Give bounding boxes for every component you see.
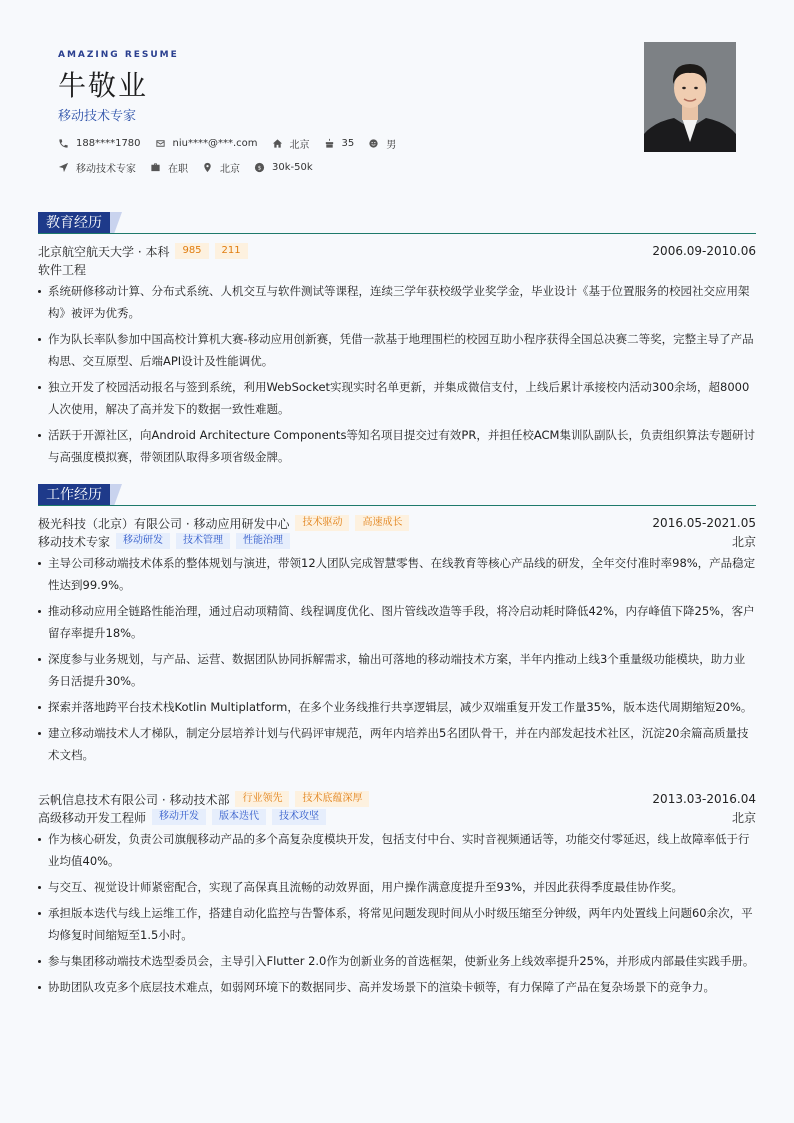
mail-icon xyxy=(155,138,166,149)
salary-text: 30k-50k xyxy=(272,162,313,173)
work-heading: 工作经历 xyxy=(38,484,110,506)
school-badge: 211 xyxy=(215,243,248,259)
status-item xyxy=(150,160,188,175)
company-badge: 高速成长 xyxy=(355,515,409,531)
home-icon xyxy=(272,138,283,149)
work-role-row xyxy=(38,808,756,826)
work-role-row xyxy=(38,532,756,550)
person-portrait-icon xyxy=(644,42,736,152)
work-entry-header xyxy=(38,514,756,532)
gender-icon xyxy=(368,138,379,149)
work-section-header xyxy=(38,484,756,506)
email-item xyxy=(155,138,258,149)
intent-position-item xyxy=(58,160,136,175)
list-item: 与交互、视觉设计师紧密配合，实现了高保真且流畅的动效界面，用户操作满意度提升至93%，并因此获得季度最佳协作奖。 xyxy=(38,876,756,898)
list-item: 探索并落地跨平台技术栈Kotlin Multiplatform，在多个业务线推行共享逻辑层，减少双端重复开发工作量35%，版本迭代周期缩短20%。 xyxy=(38,696,756,718)
education-period: 2006.09-2010.06 xyxy=(652,244,756,258)
role-group xyxy=(38,533,290,550)
list-item: 主导公司移动端技术体系的整体规划与演进，带领12人团队完成智慧零售、在线教育等核心产品线的研发，全年交付准时率98%，产品稳定性达到99.9%。 xyxy=(38,552,756,596)
gender-item xyxy=(368,136,396,151)
education-school-group xyxy=(38,243,248,260)
work-bullet-list xyxy=(38,552,756,766)
phone-item xyxy=(58,138,141,149)
section-divider xyxy=(38,233,756,234)
work-entry xyxy=(38,514,756,766)
role-name: 移动技术专家 xyxy=(38,534,111,549)
send-icon xyxy=(58,162,69,173)
work-city: 北京 xyxy=(731,534,756,549)
intent-position-text: 移动技术专家 xyxy=(76,164,136,175)
intent-city-item xyxy=(202,160,240,175)
education-entry xyxy=(38,242,756,468)
cake-icon xyxy=(324,138,335,149)
phone-icon xyxy=(58,138,69,149)
list-item: 活跃于开源社区，向Android Architecture Components等知名项目提交过有效PR，并担任校ACM集训队副队长，负责组织算法专题研讨与高强度模拟赛，带领团队取得多项省级金牌。 xyxy=(38,424,756,468)
role-badge: 移动研发 xyxy=(116,533,170,549)
list-item: 建立移动端技术人才梯队，制定分层培养计划与代码评审规范，两年内培养出5名团队骨干，并在内部发起技术社区，沉淀20余篇高质量技术文档。 xyxy=(38,722,756,766)
company-badge: 技术底蕴深厚 xyxy=(295,791,369,807)
age-item xyxy=(324,138,355,149)
gender-text: 男 xyxy=(386,140,397,151)
role-badge: 技术攻坚 xyxy=(272,809,326,825)
work-bullet-list xyxy=(38,828,756,998)
school-badge: 985 xyxy=(175,243,208,259)
work-city: 北京 xyxy=(731,810,756,825)
education-major-row xyxy=(38,260,756,278)
work-period: 2013.03-2016.04 xyxy=(652,792,756,806)
role-badge: 移动开发 xyxy=(152,809,206,825)
salary-item xyxy=(254,162,313,173)
briefcase-icon xyxy=(150,162,161,173)
list-item: 推动移动应用全链路性能治理，通过启动项精简、线程调度优化、图片管线改造等手段，将冷启动耗时降低42%，内存峰值下降25%，客户留存率提升18%。 xyxy=(38,600,756,644)
company-group xyxy=(38,791,369,808)
candidate-title: 移动技术专家 xyxy=(58,109,137,124)
profile-photo xyxy=(644,42,736,152)
section-divider xyxy=(38,505,756,506)
company-group xyxy=(38,515,409,532)
school-name: 北京航空航天大学 · 本科 xyxy=(38,244,170,259)
city-text: 北京 xyxy=(289,140,310,151)
list-item: 作为核心研发，负责公司旗舰移动产品的多个高复杂度模块开发，包括支付中台、实时音视频通话等，功能交付零延迟，线上故障率低于行业均值40%。 xyxy=(38,828,756,872)
list-item: 系统研修移动计算、分布式系统、人机交互与软件测试等课程，连续三学年获校级学业奖学金，毕业设计《基于位置服务的校园社交应用架构》被评为优秀。 xyxy=(38,280,756,324)
education-section-header xyxy=(38,212,756,234)
role-badge: 技术管理 xyxy=(176,533,230,549)
role-group xyxy=(38,809,326,826)
location-icon xyxy=(202,162,213,173)
intent-city-text: 北京 xyxy=(220,164,240,175)
company-name: 云帆信息技术有限公司 · 移动技术部 xyxy=(38,792,230,807)
work-entry-header xyxy=(38,790,756,808)
status-text: 在职 xyxy=(168,164,188,175)
money-icon xyxy=(254,162,265,173)
role-badge: 版本迭代 xyxy=(212,809,266,825)
company-name: 极光科技（北京）有限公司 · 移动应用研发中心 xyxy=(38,516,290,531)
education-bullet-list xyxy=(38,280,756,468)
age-text: 35 xyxy=(341,138,355,149)
company-badge: 行业领先 xyxy=(235,791,289,807)
candidate-name: 牛敬业 xyxy=(58,69,149,102)
svg-text:$: $ xyxy=(257,165,262,172)
education-major: 软件工程 xyxy=(38,262,87,277)
job-intent-row xyxy=(58,160,327,175)
list-item: 参与集团移动端技术选型委员会，主导引入Flutter 2.0作为创新业务的首选框架，使新业务上线效率提升25%，并形成内部最佳实践手册。 xyxy=(38,950,756,972)
company-badge: 技术驱动 xyxy=(295,515,349,531)
brand-label: AMAZING RESUME xyxy=(58,50,179,60)
role-badge: 性能治理 xyxy=(236,533,290,549)
list-item: 承担版本迭代与线上运维工作，搭建自动化监控与告警体系，将常见问题发现时间从小时级压缩至分钟级，两年内处置线上问题60余次，平均修复时间缩短至1.5小时。 xyxy=(38,902,756,946)
work-entry xyxy=(38,790,756,998)
education-heading: 教育经历 xyxy=(38,212,110,234)
email-text: niu****@***.com xyxy=(172,138,258,149)
role-name: 高级移动开发工程师 xyxy=(38,810,147,825)
education-entry-header xyxy=(38,242,756,260)
phone-text: 188****1780 xyxy=(76,138,141,149)
list-item: 协助团队攻克多个底层技术难点，如弱网环境下的数据同步、高并发场景下的渲染卡顿等，有力保障了产品在复杂场景下的竞争力。 xyxy=(38,976,756,998)
contact-row xyxy=(58,136,410,151)
city-item xyxy=(272,136,310,151)
work-period: 2016.05-2021.05 xyxy=(652,516,756,530)
list-item: 独立开发了校园活动报名与签到系统，利用WebSocket实现实时名单更新，并集成微信支付，上线后累计承接校内活动300余场，超8000人次使用，解决了高并发下的数据一致性难题。 xyxy=(38,376,756,420)
list-item: 作为队长率队参加中国高校计算机大赛-移动应用创新赛，凭借一款基于地理围栏的校园互助小程序获得全国总决赛二等奖，完整主导了产品构思、交互原型、后端API设计及性能调优。 xyxy=(38,328,756,372)
list-item: 深度参与业务规划，与产品、运营、数据团队协同拆解需求，输出可落地的移动端技术方案，半年内推动上线3个重量级功能模块，助力业务日活提升30%。 xyxy=(38,648,756,692)
